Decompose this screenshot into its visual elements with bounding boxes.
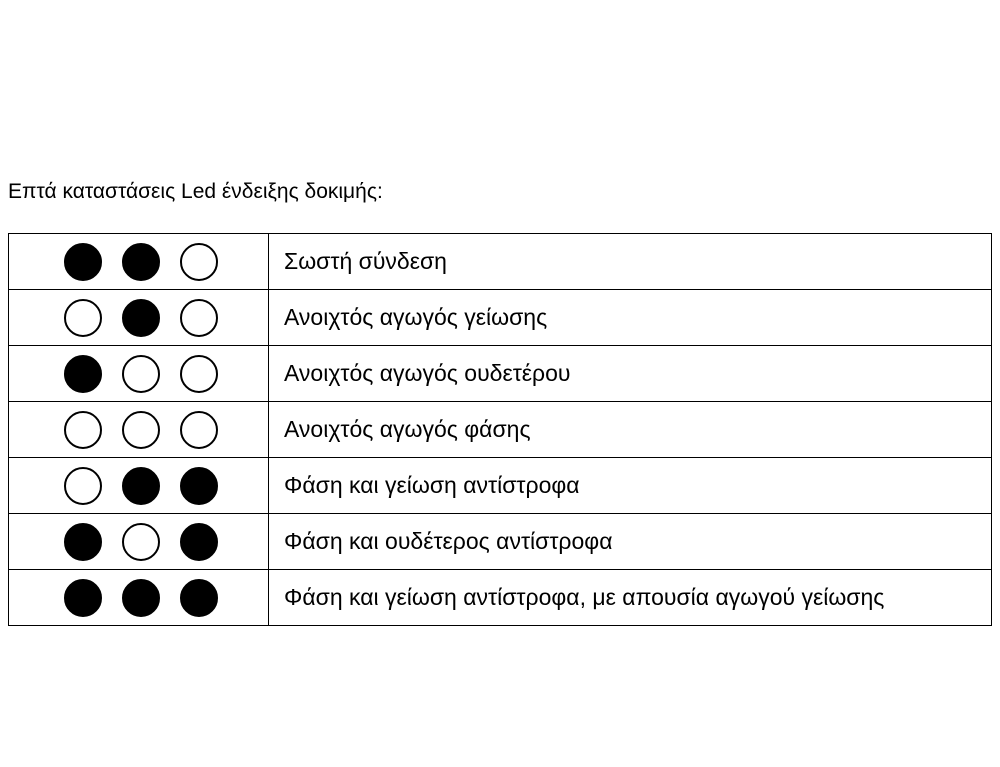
led-circle-icon	[122, 411, 160, 449]
led-indicator-group	[9, 570, 269, 625]
led-circle-icon	[122, 299, 160, 337]
led-circle-icon	[64, 355, 102, 393]
state-description: Φάση και γείωση αντίστροφα, με απουσία αγωγού γείωσης	[284, 584, 885, 610]
led-circle-icon	[122, 523, 160, 561]
led-indicator-group	[9, 234, 269, 289]
caption: Επτά καταστάσεις Led ένδειξης δοκιμής:	[8, 180, 383, 203]
led-indicator-group	[9, 514, 269, 569]
state-description: Φάση και γείωση αντίστροφα	[284, 472, 580, 498]
state-description: Σωστή σύνδεση	[284, 248, 447, 274]
led-circle-icon	[64, 467, 102, 505]
led-circle-icon	[180, 411, 218, 449]
led-circle-icon	[64, 299, 102, 337]
led-circle-icon	[64, 579, 102, 617]
led-circle-icon	[180, 523, 218, 561]
led-circle-icon	[122, 355, 160, 393]
led-circle-icon	[122, 467, 160, 505]
led-status-table	[8, 233, 992, 626]
led-indicator-group	[9, 402, 269, 457]
led-circle-icon	[122, 243, 160, 281]
led-circle-icon	[180, 243, 218, 281]
table-row	[9, 289, 991, 345]
led-circle-icon	[180, 579, 218, 617]
table-row	[9, 401, 991, 457]
state-description: Φάση και ουδέτερος αντίστροφα	[284, 528, 613, 554]
led-circle-icon	[64, 523, 102, 561]
led-indicator-group	[9, 346, 269, 401]
led-circle-icon	[122, 579, 160, 617]
led-indicator-group	[9, 290, 269, 345]
state-description: Ανοιχτός αγωγός γείωσης	[284, 304, 548, 330]
state-description: Ανοιχτός αγωγός φάσης	[284, 416, 531, 442]
led-circle-icon	[180, 355, 218, 393]
led-circle-icon	[64, 411, 102, 449]
table-row	[9, 234, 991, 289]
led-circle-icon	[180, 299, 218, 337]
table-row	[9, 513, 991, 569]
led-circle-icon	[64, 243, 102, 281]
table-row	[9, 457, 991, 513]
table-row	[9, 345, 991, 401]
led-circle-icon	[180, 467, 218, 505]
state-description: Ανοιχτός αγωγός ουδετέρου	[284, 360, 571, 386]
table-row	[9, 569, 991, 625]
led-indicator-group	[9, 458, 269, 513]
